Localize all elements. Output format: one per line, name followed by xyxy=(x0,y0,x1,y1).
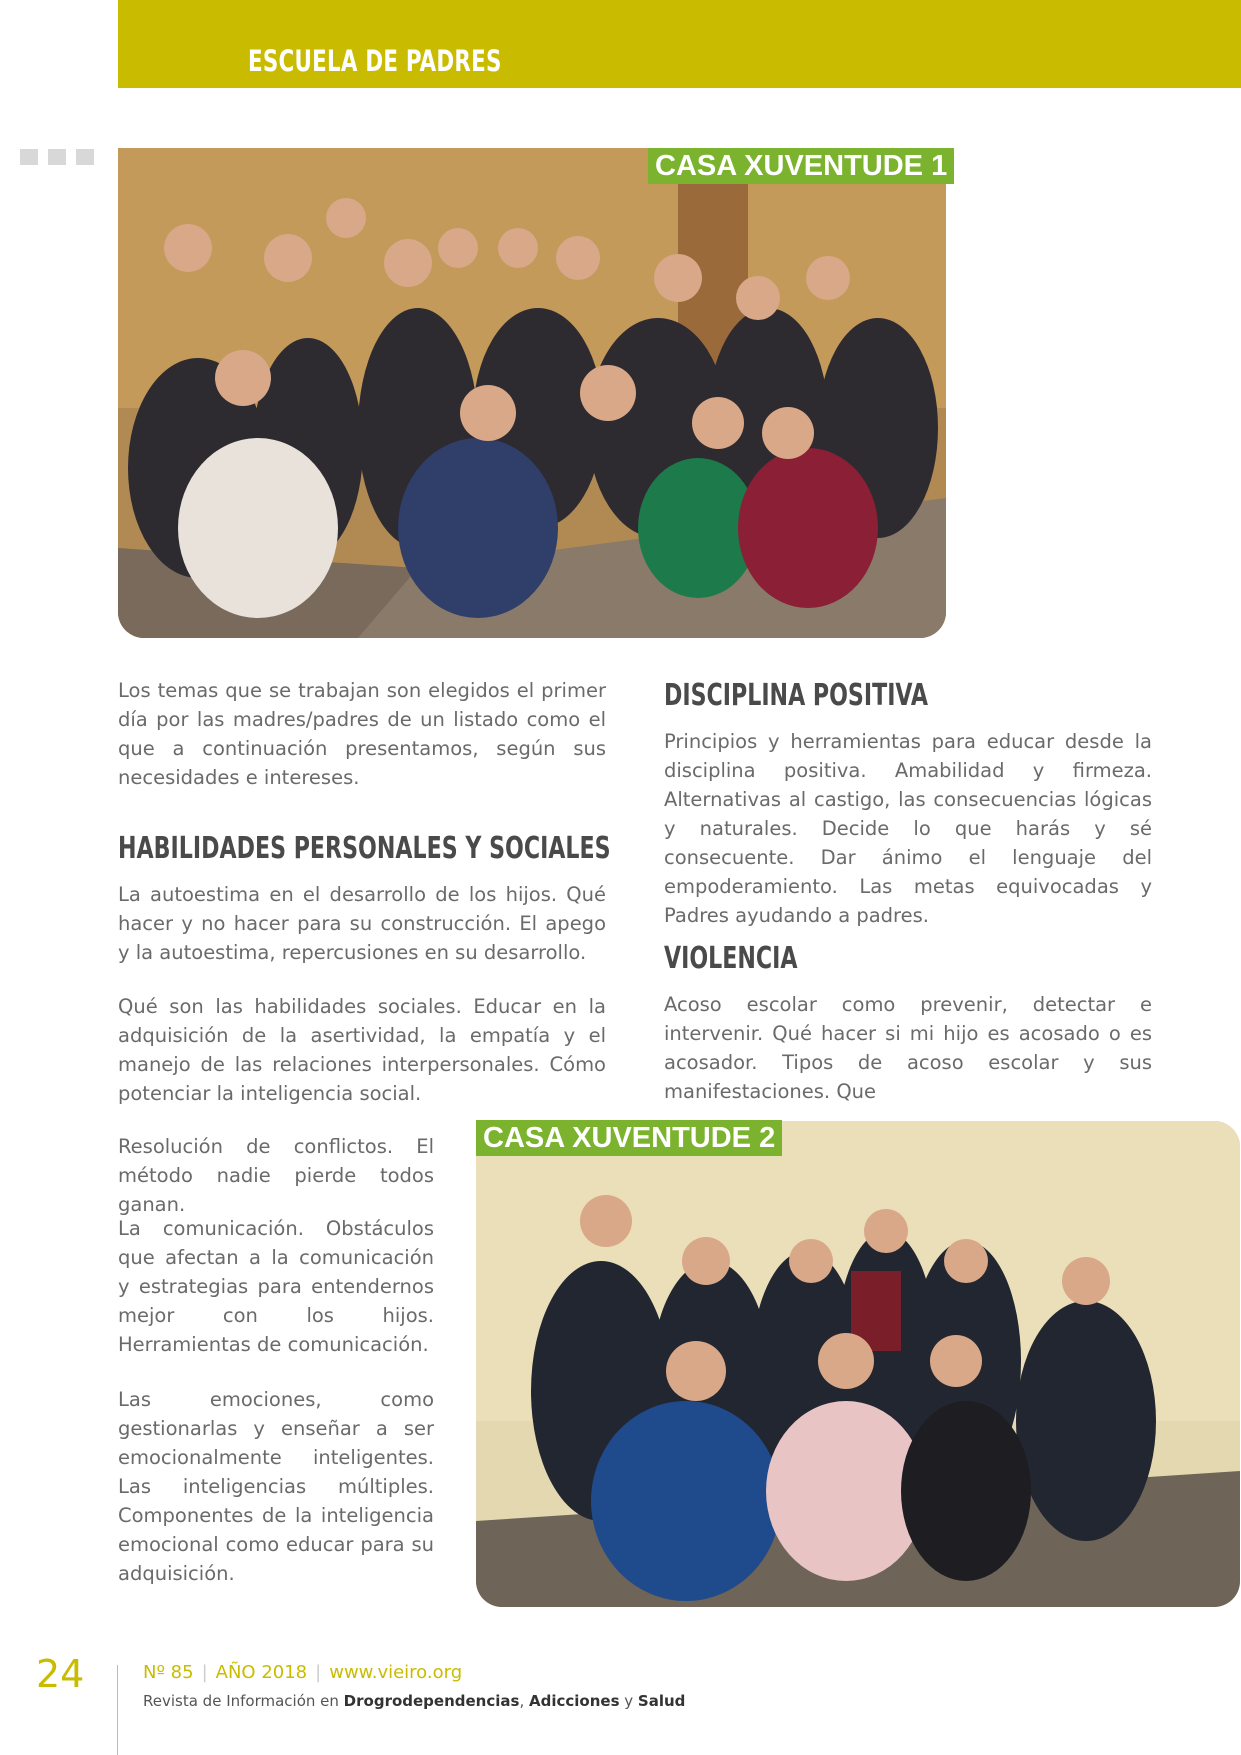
intro-paragraph: Los temas que se trabajan son elegidos el primer día por las madres/padres de un listado como el que a continuación presentamos, según sus necesidades e intereses. xyxy=(118,679,606,789)
footer-divider xyxy=(117,1665,118,1755)
habilidades-paragraph-5: Las emociones, como gestionarlas y enseñar a ser emocionalmente inteligentes. Las inteligencias múltiples. Componentes de la inteligencia emocional como educar para su adquisición. xyxy=(118,1388,434,1585)
habilidades-paragraph-2: Qué son las habilidades sociales. Educar en la adquisición de la asertividad, la empatía y el manejo de las relaciones interpersonales. Cómo potenciar la inteligencia social. xyxy=(118,995,606,1105)
decorative-square xyxy=(48,149,66,165)
decorative-square xyxy=(20,149,38,165)
website-link[interactable]: www.vieiro.org xyxy=(329,1662,463,1683)
photo-2-label: CASA XUVENTUDE 2 xyxy=(476,1120,782,1156)
habilidades-paragraph-3: Resolución de conflictos. El método nadie pierde todos ganan. xyxy=(118,1135,434,1216)
group-photo-2 xyxy=(476,1121,1240,1607)
decorative-square xyxy=(76,149,94,165)
footer-meta: Nº 85 | AÑO 2018 | www.vieiro.org xyxy=(143,1662,463,1683)
habilidades-paragraph-1: La autoestima en el desarrollo de los hijos. Qué hacer y no hacer para su construcción. El apego y la autoestima, repercusiones en su desarrollo. xyxy=(118,883,606,964)
photo-1-label: CASA XUVENTUDE 1 xyxy=(648,148,954,184)
group-photo-1 xyxy=(118,148,946,638)
page-number: 24 xyxy=(36,1652,85,1696)
issue-year: AÑO 2018 xyxy=(215,1662,308,1683)
disciplina-heading: DISCIPLINA POSITIVA xyxy=(664,678,929,713)
habilidades-heading: HABILIDADES PERSONALES Y SOCIALES xyxy=(118,831,611,866)
violencia-paragraph: Acoso escolar como prevenir, detectar e intervenir. Qué hacer si mi hijo es acosado o es acosador. Tipos de acoso escolar y sus manifestaciones. Que xyxy=(664,993,1152,1103)
disciplina-paragraph: Principios y herramientas para educar desde la disciplina positiva. Amabilidad y firmeza. Alternativas al castigo, las consecuencias lógicas y naturales. Decide lo que harás y sé consecuente. Dar ánimo el lenguaje del empoderamiento. Las metas equivocadas y Padres ayudando a padres. xyxy=(664,730,1152,927)
violencia-heading: VIOLENCIA xyxy=(664,941,798,976)
issue-number: Nº 85 xyxy=(143,1662,194,1683)
habilidades-paragraph-4: La comunicación. Obstáculos que afectan a la comunicación y estrategias para entendernos mejor con los hijos. Herramientas de comunicación. xyxy=(118,1217,434,1356)
magazine-subtitle: Revista de Información en Drogrodependencias, Adicciones y Salud xyxy=(143,1692,686,1710)
section-title: ESCUELA DE PADRES xyxy=(248,44,502,78)
